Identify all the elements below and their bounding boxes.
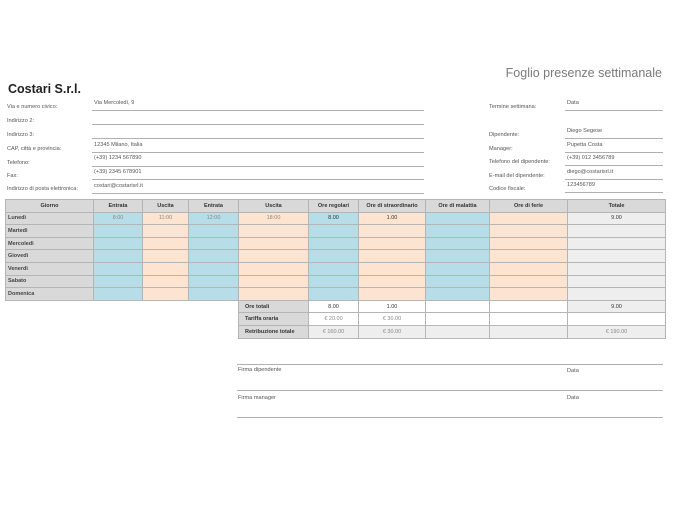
day-cell: Giovedì xyxy=(6,250,94,263)
fax-value[interactable]: (+39) 2345 678901 xyxy=(94,169,142,175)
employee-signature-date-label: Data xyxy=(567,368,579,374)
sick-cell[interactable] xyxy=(426,275,490,288)
summary-total xyxy=(568,313,666,326)
summary-overtime[interactable]: € 30.00 xyxy=(359,313,426,326)
sick-cell[interactable] xyxy=(426,212,490,225)
overtime-cell[interactable] xyxy=(359,250,426,263)
email-value[interactable]: costari@costarisrl.it xyxy=(94,183,143,189)
regular-cell[interactable] xyxy=(309,237,359,250)
manager-signature-line[interactable] xyxy=(237,417,663,418)
fax-label: Fax: xyxy=(7,173,18,179)
in2-cell[interactable]: 12:00 xyxy=(189,212,239,225)
week-end-label: Termine settimana: xyxy=(489,104,537,110)
in1-cell[interactable] xyxy=(94,250,143,263)
in2-cell[interactable] xyxy=(189,262,239,275)
out2-cell[interactable] xyxy=(239,250,309,263)
col-header-out2: Uscita xyxy=(239,200,309,213)
phone-label: Telefono: xyxy=(7,160,30,166)
summary-regular: 8.00 xyxy=(309,300,359,313)
summary-spacer xyxy=(6,313,239,326)
employee-email-value[interactable]: diego@costarisrl.it xyxy=(567,169,614,175)
summary-vacation xyxy=(490,300,568,313)
out1-cell[interactable] xyxy=(143,237,189,250)
table-row xyxy=(6,212,666,225)
out2-cell[interactable] xyxy=(239,225,309,238)
vacation-cell[interactable] xyxy=(490,237,568,250)
summary-total: 9.00 xyxy=(568,300,666,313)
employee-value[interactable]: Diego Segese xyxy=(567,128,603,134)
overtime-cell[interactable] xyxy=(359,288,426,301)
overtime-cell[interactable] xyxy=(359,262,426,275)
total-cell xyxy=(568,250,666,263)
total-cell xyxy=(568,225,666,238)
table-row xyxy=(6,250,666,263)
regular-cell[interactable] xyxy=(309,225,359,238)
col-header-day: Giorno xyxy=(6,200,94,213)
manager-value[interactable]: Pupetta Costa xyxy=(567,142,603,148)
city-value[interactable]: 12345 Milano, Italia xyxy=(94,142,143,148)
regular-cell[interactable] xyxy=(309,275,359,288)
sick-cell[interactable] xyxy=(426,262,490,275)
col-header-in1: Entrata xyxy=(94,200,143,213)
summary-row-total-hours xyxy=(6,300,666,313)
summary-total: € 190.00 xyxy=(568,325,666,338)
address-underline xyxy=(92,110,424,111)
employee-email-underline xyxy=(565,179,663,180)
manager-label: Manager: xyxy=(489,146,513,152)
table-row xyxy=(6,237,666,250)
summary-overtime: 1.00 xyxy=(359,300,426,313)
regular-cell[interactable] xyxy=(309,288,359,301)
employee-email-label: E-mail del dipendente: xyxy=(489,173,545,179)
in2-cell[interactable] xyxy=(189,275,239,288)
summary-vacation[interactable] xyxy=(490,313,568,326)
in2-cell[interactable] xyxy=(189,237,239,250)
city-underline xyxy=(92,152,424,153)
timesheet-table xyxy=(5,199,666,339)
sick-cell[interactable] xyxy=(426,237,490,250)
table-row xyxy=(6,275,666,288)
in1-cell[interactable]: 8:00 xyxy=(94,212,143,225)
out1-cell[interactable]: 11:00 xyxy=(143,212,189,225)
table-header-row xyxy=(6,200,666,213)
col-header-overtime: Ore di straordinario xyxy=(359,200,426,213)
vacation-cell[interactable] xyxy=(490,275,568,288)
out2-cell[interactable] xyxy=(239,275,309,288)
summary-sick xyxy=(426,325,490,338)
in2-cell[interactable] xyxy=(189,288,239,301)
employee-signature-label: Firma dipendente xyxy=(238,367,282,373)
regular-cell[interactable] xyxy=(309,262,359,275)
summary-label: Retribuzione totale xyxy=(239,325,309,338)
in1-cell[interactable] xyxy=(94,225,143,238)
summary-label: Ore totali xyxy=(239,300,309,313)
out1-cell[interactable] xyxy=(143,275,189,288)
page-title: Foglio presenze settimanale xyxy=(505,66,662,80)
day-cell: Martedì xyxy=(6,225,94,238)
city-label: CAP, città e provincia: xyxy=(7,146,62,152)
sick-cell[interactable] xyxy=(426,250,490,263)
summary-regular[interactable]: € 20.00 xyxy=(309,313,359,326)
out1-cell[interactable] xyxy=(143,288,189,301)
day-cell: Mercoledì xyxy=(6,237,94,250)
in1-cell[interactable] xyxy=(94,275,143,288)
vacation-cell[interactable] xyxy=(490,225,568,238)
vacation-cell[interactable] xyxy=(490,212,568,225)
total-cell xyxy=(568,275,666,288)
address2-underline xyxy=(92,124,424,125)
col-header-vacation: Ore di ferie xyxy=(490,200,568,213)
overtime-cell[interactable] xyxy=(359,237,426,250)
out1-cell[interactable] xyxy=(143,262,189,275)
col-header-sick: Ore di malattia xyxy=(426,200,490,213)
manager-signature-date-label: Data xyxy=(567,395,579,401)
week-end-value[interactable]: Data xyxy=(567,100,579,106)
summary-row-total-pay xyxy=(6,325,666,338)
summary-sick[interactable] xyxy=(426,313,490,326)
signature-top-rule xyxy=(237,364,663,365)
summary-overtime: € 30.00 xyxy=(359,325,426,338)
regular-cell[interactable] xyxy=(309,250,359,263)
day-cell: Lunedì xyxy=(6,212,94,225)
summary-row-hourly-rate xyxy=(6,313,666,326)
in1-cell[interactable] xyxy=(94,237,143,250)
col-header-in2: Entrata xyxy=(189,200,239,213)
fax-underline xyxy=(92,179,424,180)
summary-spacer xyxy=(6,325,239,338)
out2-cell[interactable] xyxy=(239,237,309,250)
col-header-out1: Uscita xyxy=(143,200,189,213)
week-end-underline xyxy=(565,110,663,111)
overtime-cell[interactable]: 1.00 xyxy=(359,212,426,225)
table-row xyxy=(6,262,666,275)
employee-phone-value[interactable]: (+39) 012 3456789 xyxy=(567,155,615,161)
tax-code-value[interactable]: 123456789 xyxy=(567,182,595,188)
out2-cell[interactable]: 18:00 xyxy=(239,212,309,225)
manager-underline xyxy=(565,152,663,153)
tax-code-underline xyxy=(565,192,663,193)
address2-label: Indirizzo 2: xyxy=(7,118,35,124)
out1-cell[interactable] xyxy=(143,250,189,263)
summary-regular: € 160.00 xyxy=(309,325,359,338)
employee-label: Dipendente: xyxy=(489,132,520,138)
in2-cell[interactable] xyxy=(189,225,239,238)
day-cell: Domenica xyxy=(6,288,94,301)
total-cell: 9.00 xyxy=(568,212,666,225)
address-value[interactable]: Via Mercoledì, 9 xyxy=(94,100,135,106)
col-header-regular: Ore regolari xyxy=(309,200,359,213)
email-label: Indirizzo di posta elettronica: xyxy=(7,186,78,192)
col-header-total: Totale xyxy=(568,200,666,213)
out2-cell[interactable] xyxy=(239,288,309,301)
company-name: Costari S.r.l. xyxy=(8,82,81,96)
summary-sick xyxy=(426,300,490,313)
employee-phone-label: Telefono del dipendente: xyxy=(489,159,550,165)
table-row xyxy=(6,225,666,238)
manager-signature-label: Firma manager xyxy=(238,395,276,401)
employee-underline xyxy=(565,138,663,139)
day-cell: Venerdì xyxy=(6,262,94,275)
total-cell xyxy=(568,288,666,301)
in1-cell[interactable] xyxy=(94,288,143,301)
vacation-cell[interactable] xyxy=(490,262,568,275)
employee-signature-line[interactable] xyxy=(237,390,663,391)
table-row xyxy=(6,288,666,301)
overtime-cell[interactable] xyxy=(359,225,426,238)
out1-cell[interactable] xyxy=(143,225,189,238)
sick-cell[interactable] xyxy=(426,225,490,238)
in2-cell[interactable] xyxy=(189,250,239,263)
day-cell: Sabato xyxy=(6,275,94,288)
in1-cell[interactable] xyxy=(94,262,143,275)
employee-phone-underline xyxy=(565,165,663,166)
vacation-cell[interactable] xyxy=(490,250,568,263)
summary-label: Tariffa oraria xyxy=(239,313,309,326)
out2-cell[interactable] xyxy=(239,262,309,275)
address3-label: Indirizzo 3: xyxy=(7,132,35,138)
summary-vacation xyxy=(490,325,568,338)
phone-underline xyxy=(92,166,424,167)
sick-cell[interactable] xyxy=(426,288,490,301)
total-cell xyxy=(568,237,666,250)
phone-value[interactable]: (+39) 1234 567890 xyxy=(94,155,142,161)
email-underline xyxy=(92,193,424,194)
vacation-cell[interactable] xyxy=(490,288,568,301)
overtime-cell[interactable] xyxy=(359,275,426,288)
regular-cell[interactable]: 8.00 xyxy=(309,212,359,225)
address-label: Via e numero civico: xyxy=(7,104,58,110)
summary-spacer xyxy=(6,300,239,313)
address3-underline xyxy=(92,138,424,139)
tax-code-label: Codice fiscale: xyxy=(489,186,526,192)
total-cell xyxy=(568,262,666,275)
